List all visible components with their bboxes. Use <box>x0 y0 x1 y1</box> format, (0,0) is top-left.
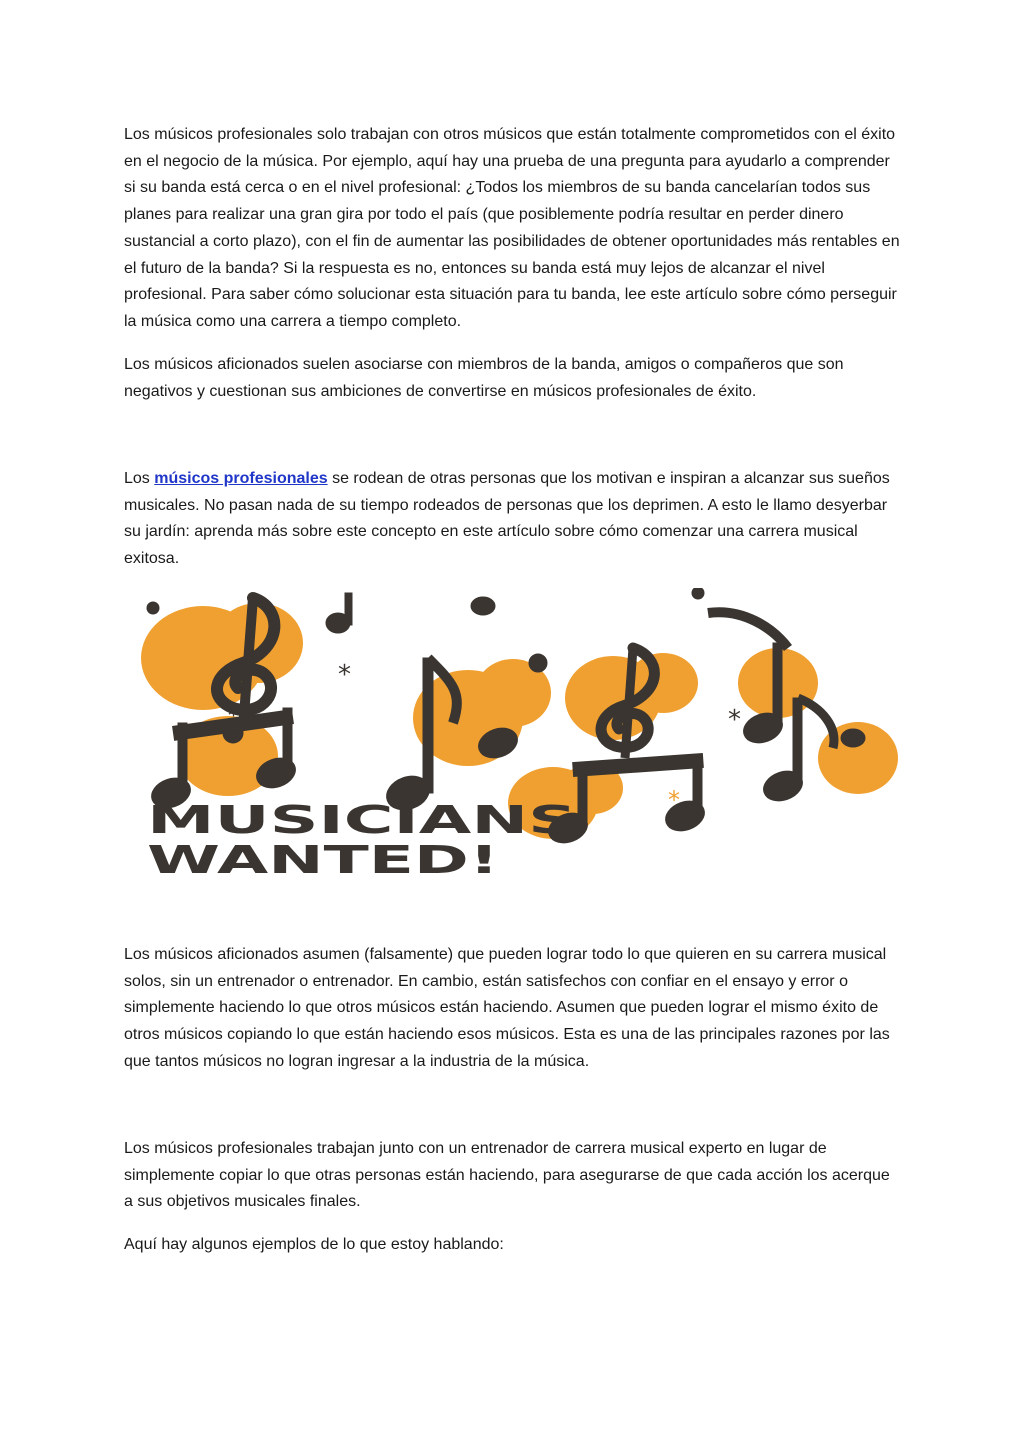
paragraph-6: Aquí hay algunos ejemplos de lo que estoy hablando: <box>124 1236 504 1253</box>
wanted-heading: WANTED! <box>147 838 499 880</box>
musicians-wanted-image <box>133 588 898 880</box>
svg-text:*: * <box>338 660 351 690</box>
paragraph-3-lead: Los <box>124 470 155 487</box>
paragraph-3 <box>124 466 900 573</box>
musicians-heading: MUSICIANS <box>147 798 577 842</box>
paragraph-2: Los músicos aficionados suelen asociarse con miembros de la banda, amigos o compañeros que son negativos y cuestionan sus ambiciones de convertirse en músicos profesionales de éxito. <box>124 356 844 400</box>
paragraph-5: Los músicos profesionales trabajan junto con un entrenador de carrera musical experto en lugar de simplemente copiar lo que otras personas están haciendo, para asegurarse de que cada acción los acerque a sus objetivos musicales finales. <box>124 1140 890 1211</box>
svg-text:*: * <box>668 786 680 814</box>
musicians-wanted-illustration <box>133 588 898 880</box>
musicos-profesionales-link[interactable]: músicos profesionales <box>154 470 328 487</box>
paragraph-1: Los músicos profesionales solo trabajan con otros músicos que están totalmente comprometidos con el éxito en el negocio de la música. Por ejemplo, aquí hay una prueba de una pregunta para ayudarlo a comprender si su banda está cerca o en el nivel profesional: ¿Todos los miembros de su banda cancelarían todos sus planes para realizar una gran gira por todo el país (que posiblemente podría resultar en perder dinero sustancial a corto plazo), con el fin de aumentar las posibilidades de obtener oportunidades más rentables en el futuro de la banda? Si la respuesta es no, entonces su banda está muy lejos de alcanzar el nivel profesional. Para saber cómo solucionar esta situación para tu banda, lee este artículo sobre cómo perseguir la música como una carrera a tiempo completo. <box>124 126 900 330</box>
svg-text:*: * <box>228 704 239 729</box>
svg-text:*: * <box>623 739 633 763</box>
svg-text:*: * <box>728 705 741 735</box>
paragraph-3-rest: se rodean de otras personas que los motivan e inspiran a alcanzar sus sueños musicales. No pasan nada de su tiempo rodeados de personas que los deprimen. A esto le llamo desyerbar su jardín: aprenda más sobre este concepto en este artículo sobre cómo comenzar una carrera musical exitosa. <box>124 470 890 568</box>
svg-text:*: * <box>258 740 271 770</box>
paragraph-4: Los músicos aficionados asumen (falsamente) que pueden lograr todo lo que quieren en su carrera musical solos, sin un entrenador o entrenador. En cambio, están satisfechos con confiar en el ensayo y error o simplemente haciendo lo que otros músicos están haciendo. Asumen que pueden lograr el mismo éxito de otros músicos copiando lo que están haciendo esos músicos. Esta es una de las principales razones por las que tantos músicos no logran ingresar a la industria de la música. <box>124 946 890 1070</box>
